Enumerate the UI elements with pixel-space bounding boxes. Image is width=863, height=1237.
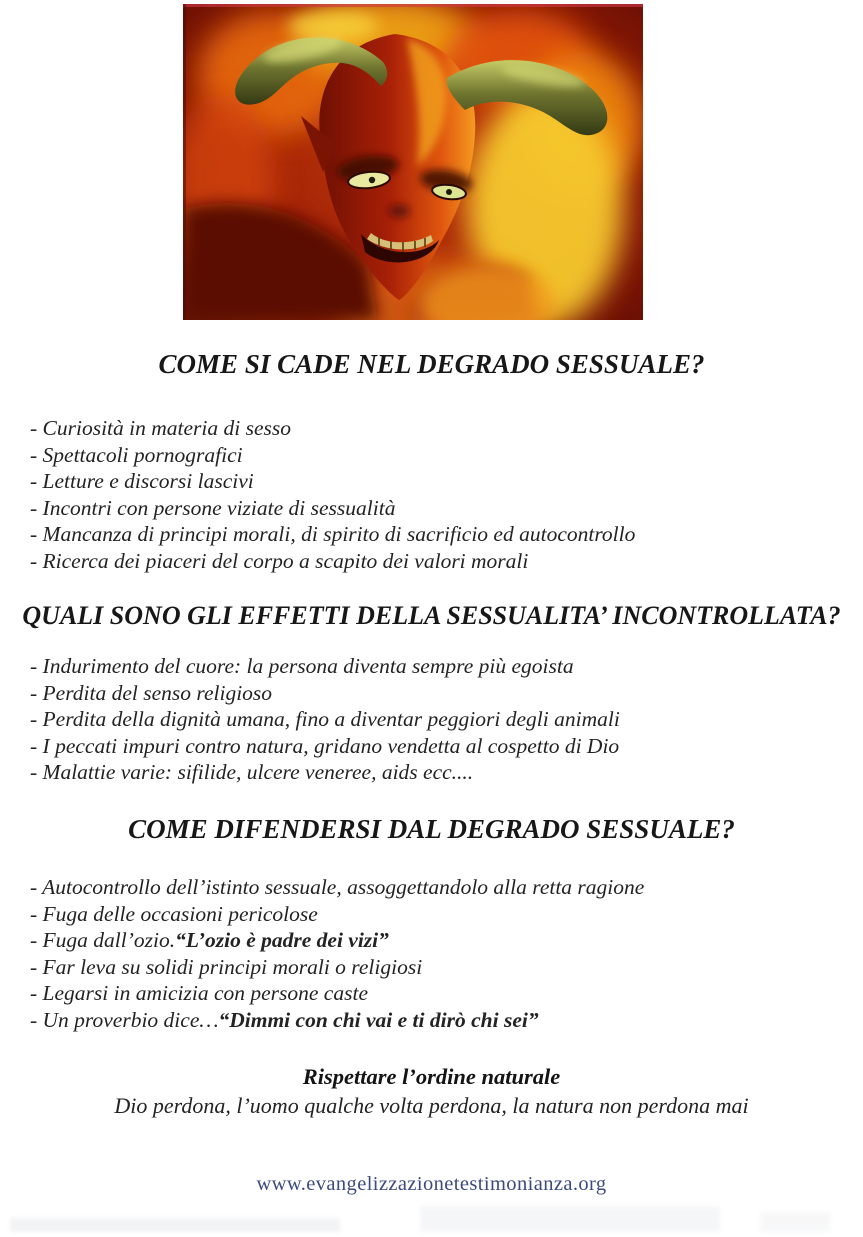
section-title-effetti: QUALI SONO GLI EFFETTI DELLA SESSUALITA’ INCONTROLLATA? — [22, 601, 841, 630]
list-item: - Ricerca dei piaceri del corpo a scapito dei valori morali — [30, 548, 529, 573]
footer-motto: Dio perdona, l’uomo qualche volta perdona, la natura non perdona mai — [114, 1093, 749, 1118]
list-item: - I peccati impuri contro natura, gridano vendetta al cospetto di Dio — [30, 733, 620, 758]
bullet-list-effetti — [30, 653, 853, 786]
list-item — [30, 874, 853, 901]
list-item-text: - Fuga dall’ozio. — [30, 928, 176, 953]
devil-illustration — [183, 4, 643, 320]
list-item: - Letture e discorsi lascivi — [30, 469, 254, 494]
scan-artifact — [10, 1218, 340, 1232]
list-item: - Spettacoli pornografici — [30, 442, 243, 467]
list-item: - Perdita della dignità umana, fino a diventar peggiori degli animali — [30, 707, 620, 732]
list-item: - Malattie varie: sifilide, ulcere veneree, aids ecc.... — [30, 760, 474, 785]
section-title-difendersi: COME DIFENDERSI DAL DEGRADO SESSUALE? — [128, 814, 735, 844]
footer-subtitle: Rispettare l’ordine naturale — [302, 1064, 561, 1089]
bullet-list-difese — [30, 874, 853, 1034]
bullet-list-cause — [30, 415, 853, 575]
list-item — [30, 901, 853, 928]
list-item — [30, 954, 853, 981]
list-item-text: - Fuga delle occasioni pericolose — [30, 901, 318, 926]
list-item: - Perdita del senso religioso — [30, 680, 273, 705]
list-item-quote: “L’ozio è padre dei vizi” — [175, 928, 389, 953]
devil-image — [183, 4, 643, 320]
list-item-text: - Legarsi in amicizia con persone caste — [30, 981, 368, 1006]
list-item-text: - Un proverbio dice… — [30, 1007, 219, 1032]
list-item-text: - Autocontrollo dell’istinto sessuale, assoggettandolo alla retta ragione — [30, 875, 645, 899]
website-url: www.evangelizzazionetestimonianza.org — [256, 1173, 607, 1195]
section-title-come-si-cade: COME SI CADE NEL DEGRADO SESSUALE? — [158, 349, 705, 379]
scan-artifact — [760, 1212, 830, 1232]
scan-artifact — [420, 1206, 720, 1232]
list-item: - Indurimento del cuore: la persona diventa sempre più egoista — [30, 654, 574, 678]
list-item: - Mancanza di principi morali, di spirito di sacrificio ed autocontrollo — [30, 522, 636, 547]
list-item-text: - Far leva su solidi principi morali o religiosi — [30, 954, 423, 979]
list-item-quote: “Dimmi con chi vai e ti dirò chi sei” — [218, 1007, 539, 1032]
list-item — [30, 980, 853, 1007]
list-item: - Incontri con persone viziate di sessualità — [30, 495, 396, 520]
list-item — [30, 927, 853, 954]
list-item — [30, 1007, 853, 1034]
list-item: - Curiosità in materia di sesso — [30, 416, 292, 440]
